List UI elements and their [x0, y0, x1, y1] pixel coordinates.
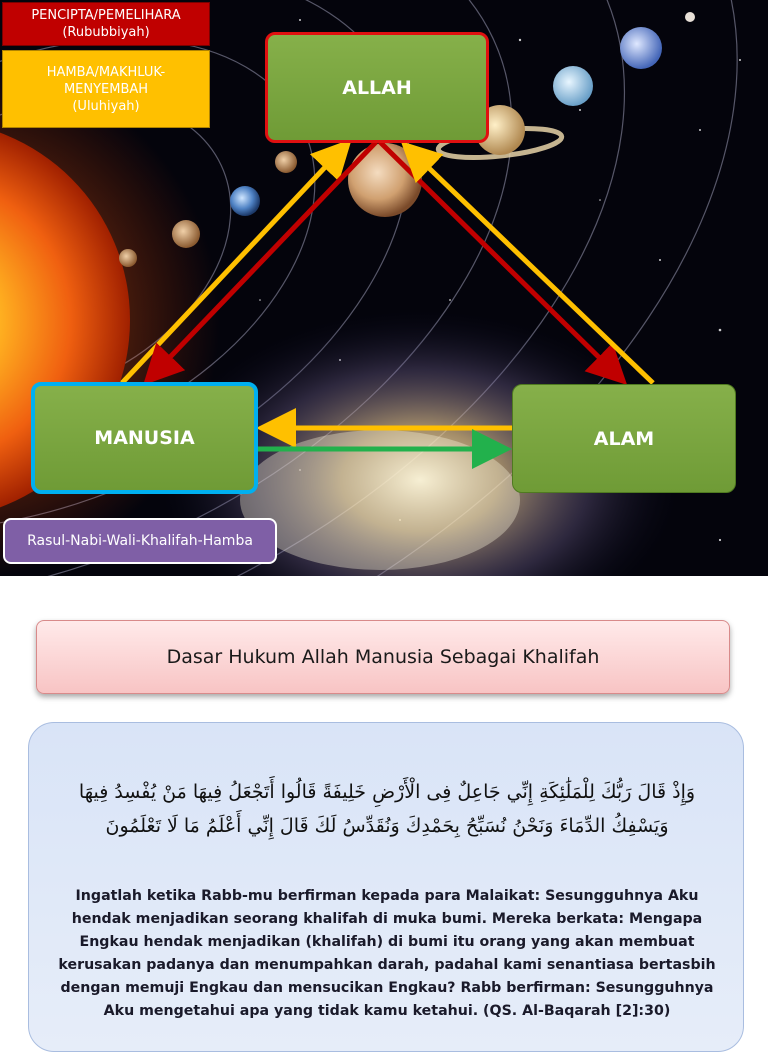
legend-pencipta-line1: PENCIPTA/PEMELIHARA	[31, 8, 181, 23]
node-allah	[265, 32, 489, 143]
node-allah-label: ALLAH	[342, 76, 412, 99]
node-manusia-label: MANUSIA	[94, 427, 195, 449]
roles-label	[3, 518, 277, 564]
node-manusia	[31, 382, 258, 494]
arrow-allah-to-manusia	[150, 142, 376, 378]
legend-hamba-line2: MENYEMBAH	[63, 81, 149, 97]
arrow-alam-to-allah	[408, 148, 653, 383]
legend-hamba-line1: HAMBA/MAKHLUK-	[46, 64, 166, 80]
arabic-verse-line1: وَإِذْ قَالَ رَبُّكَ لِلْمَلَٰئِكَةِ إِنِّي جَاعِلٌ فِى الْأَرْضِ خَلِيفَةً قَالُوا أَتَجْعَلُ فِيهَا مَنْ يُفْسِدُ فِيهَا	[78, 781, 696, 803]
arabic-verse	[49, 775, 725, 843]
arrow-manusia-to-allah	[122, 146, 345, 383]
roles-label-text: Rasul-Nabi-Wali-Khalifah-Hamba	[27, 533, 253, 549]
legend-pencipta-line2: (Rububbiyah)	[62, 25, 150, 40]
legend-hamba	[2, 50, 210, 128]
node-alam	[512, 384, 736, 493]
legend-hamba-line3: (Uluhiyah)	[72, 98, 140, 114]
verse-box	[28, 722, 744, 1052]
section-title	[36, 620, 730, 694]
verse-translation: Ingatlah ketika Rabb-mu berfirman kepada para Malaikat: Sesungguhnya Aku hendak menjadikan seorang khalifah di muka bumi. Mereka berkata: Mengapa Engkau hendak menjadikan (khalifah) di bumi itu orang yang akan membuat kerusakan padanya dan menumpahkan darah, padahal kami senantiasa bertasbih dengan memuji Engkau dan mensucikan Engkau? Rabb berfirman: Sesungguhnya Aku mengetahui apa yang tidak kamu ketahui. (QS. Al-Baqarah [2]:30)	[58, 888, 716, 1019]
legend-pencipta	[2, 2, 210, 46]
node-alam-label: ALAM	[593, 427, 655, 450]
arrow-allah-to-alam	[380, 142, 620, 378]
arabic-verse-line2: وَيَسْفِكُ الدِّمَاءَ وَنَحْنُ نُسَبِّحُ بِحَمْدِكَ وَنُقَدِّسُ لَكَ قَالَ إِنِّي أَعْلَمُ مَا لَا تَعْلَمُونَ	[105, 815, 669, 837]
section-title-text: Dasar Hukum Allah Manusia Sebagai Khalifah	[166, 646, 600, 668]
